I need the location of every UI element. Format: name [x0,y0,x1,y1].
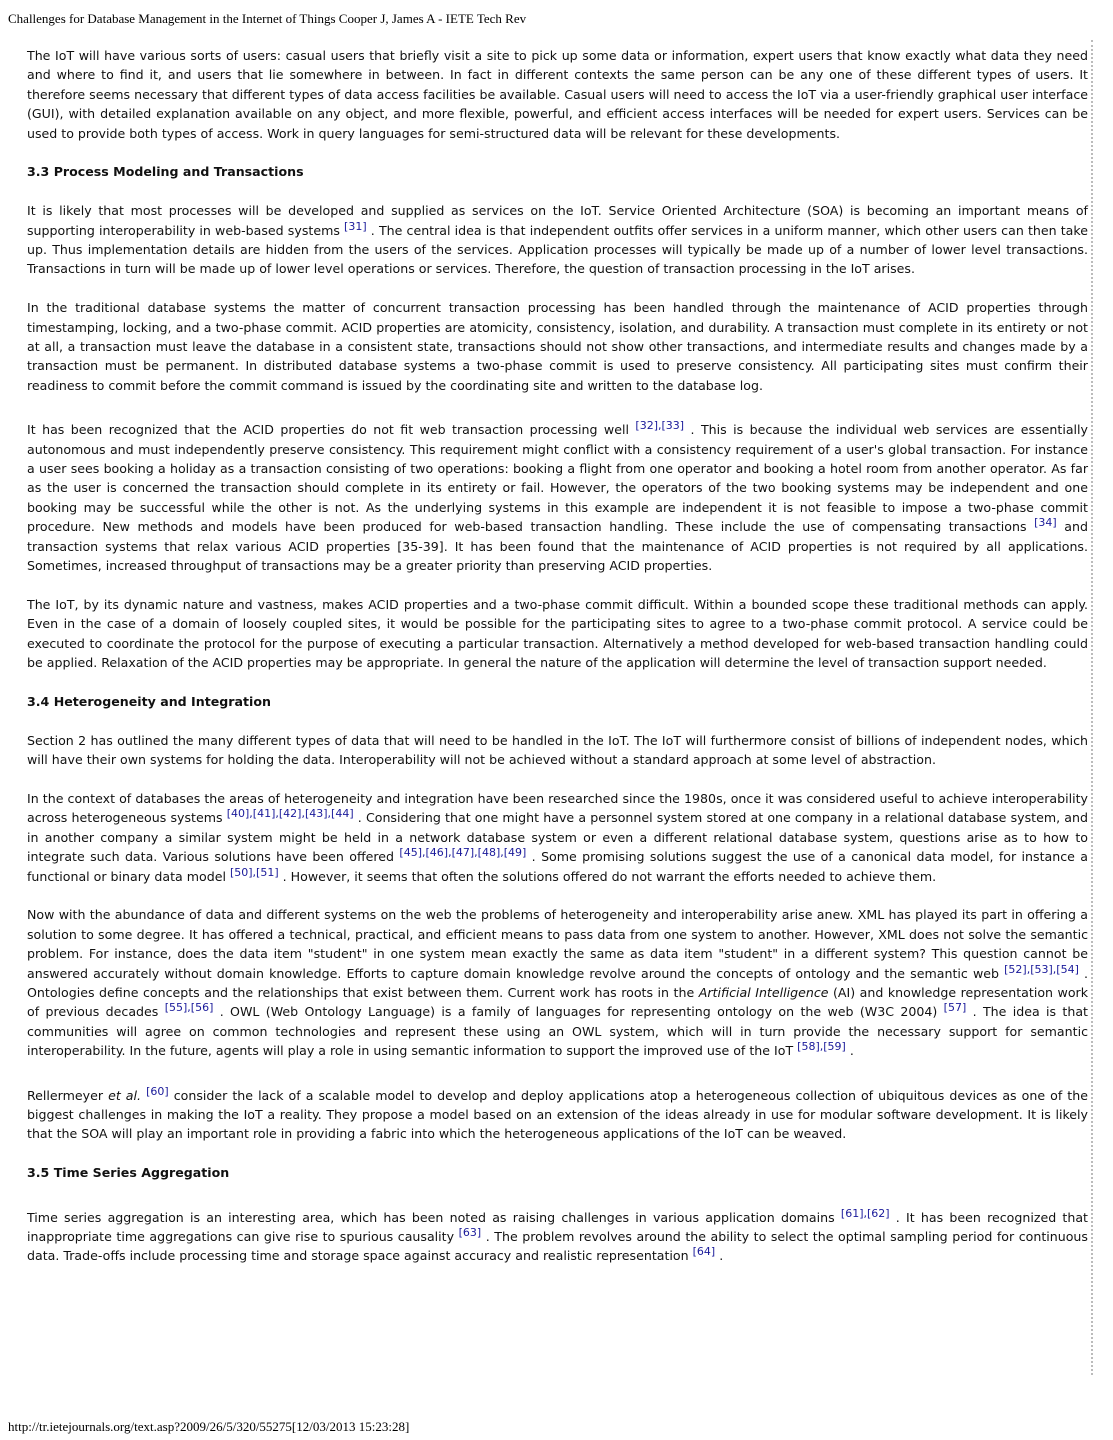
paragraph [27,905,1088,1060]
text-run: . [715,1248,724,1264]
text-run: 3.3 Process Modeling and Transactions [27,164,304,180]
paragraph [27,298,1088,395]
paragraph [27,1086,1088,1144]
text-run: 3.4 Heterogeneity and Integration [27,693,271,709]
text-run: (AI) and knowledge representation work of previous decades [27,984,1088,1020]
citation-link[interactable]: [63] [458,1225,482,1239]
citation-link[interactable]: [40],[41],[42],[43],[44] [226,807,354,821]
text-run: . However, it seems that often the solutions offered do not warrant the efforts needed to achieve them. [278,868,937,884]
citation-link[interactable]: [34] [1034,516,1057,530]
text-run: . OWL (Web Ontology Language) is a family of languages for representing ontology on the web (W3C 2004) [213,1004,944,1020]
paragraph [27,731,1088,770]
text-run: . This is because the individual web services are essentially autonomous and must independently preserve consistency. This requirement might conflict with a consistency requirement of a user's global transaction. For instance a user sees booking a holiday as a transaction consisting of two operations: booking a flight from one operator and booking a hotel room from another operator. As far as the user is concerned the transaction should complete in its entirety or fail. However, the operators of the two booking systems may be independent and one booking may be successful while the other is not. As the underlying systems in this example are independent it is not feasible to impose a two-phase commit procedure. New methods and models have been produced for web-based transaction handling. These include the use of compensating transactions [27,422,1088,535]
page-header-title: Challenges for Database Management in the Internet of Things Cooper J, James A - IETE Tech Rev [8,11,527,26]
text-run: It has been recognized that the ACID properties do not fit web transaction processing well [27,422,636,438]
section-heading [27,162,1088,181]
text-run: . The problem revolves around the ability to select the optimal sampling period for continuous data. Trade-offs include processing time and storage space against accuracy and realistic representation [27,1229,1088,1264]
text-run: It is likely that most processes will be developed and supplied as services on the IoT. Service Oriented Architecture (SOA) is becoming an important means of supporting interoperability in web-based systems [27,203,1088,238]
text-run: consider the lack of a scalable model to develop and deploy applications atop a heterogeneous collection of ubiquitous devices as one of the biggest challenges in making the IoT a reality. They propose a model based on an extension of the ideas already in use for modular software development. It is likely that the SOA will play an important role in providing a fabric into which the heterogeneous applications of the IoT can be weaved. [27,1087,1088,1142]
citation-link[interactable]: [64] [692,1245,716,1259]
text-run: . It has been recognized that inappropriate time aggregations can give rise to spurious causality [27,1209,1088,1245]
citation-link[interactable]: [58],[59] [797,1040,846,1053]
page-edge-divider [1091,40,1093,1375]
citation-link[interactable]: [52],[53],[54] [1004,962,1079,976]
citation-link[interactable]: [32],[33] [635,419,685,433]
text-run: . Considering that one might have a personnel system stored at one company in a relational database system, and in another company a similar system might be held in a network database system or even a different relational database system, questions arise as to how to integrate such data. Various solutions have been offered [27,810,1088,865]
text-run: Section 2 has outlined the many different types of data that will need to be handled in the IoT. The IoT will furthermore consist of billions of independent nodes, which will have their own systems for holding the data. Interoperability will not be achieved without a standard approach at some level of abstraction. [27,732,1088,768]
page-footer-url: http://tr.ietejournals.org/text.asp?2009/26/5/320/55275[12/03/2013 15:23:28] [8,1419,410,1434]
citation-link[interactable]: [45],[46],[47],[48],[49] [399,845,527,859]
citation-link[interactable]: [31] [344,219,367,233]
text-run: Rellermeyer [27,1087,109,1103]
article-body [27,46,1088,1285]
text-run: In the context of databases the areas of heterogeneity and integration have been researched since the 1980s, once it was considered useful to achieve interoperability across heterogeneous systems [27,790,1088,826]
text-run: The IoT, by its dynamic nature and vastness, makes ACID properties and a two-phase commit difficult. Within a bounded scope these traditional methods can apply. Even in the case of a domain of loosely coupled sites, it would be possible for the participating sites to agree to a two-phase commit protocol. A service could be executed to coordinate the protocol for the purpose of executing a particular transaction. Alternatively a method developed for web-based transaction handling could be applied. Relaxation of the ACID properties may be appropriate. In general the nature of the application will determine the level of transaction support needed. [27,596,1088,671]
text-run: 3.5 Time Series Aggregation [27,1165,230,1181]
paragraph [27,420,1088,575]
citation-link[interactable]: [57] [943,1001,967,1015]
italic-text: et al. [108,1087,142,1103]
italic-text: Artificial Intelligence [698,984,829,1000]
section-heading [27,1163,1088,1182]
text-run: . The idea is that communities will agree on common technologies and represent these using an OWL system, which will in turn provide the necessary support for semantic interoperability. In the future, agents will play a role in using semantic information to support the improved use of the IoT [27,1004,1088,1059]
paragraph [27,46,1088,143]
text-run: . Ontologies define concepts and the relationships that exist between them. Current work has roots in the [27,965,1088,1000]
text-run: Now with the abundance of data and different systems on the web the problems of heterogeneity and interoperability arise anew. XML has played its part in offering a solution to some degree. It has offered a technical, practical, and efficient means to pass data from one system to another. However, XML does not solve the semantic problem. For instance, does the data item "student" in one system mean exactly the same as data item "student" in a different system? This question cannot be answered accurately without domain knowledge. Efforts to capture domain knowledge revolve around the concepts of ontology and the semantic web [27,907,1088,981]
text-run: . [845,1043,854,1059]
citation-link[interactable]: [55],[56] [164,1001,214,1015]
text-run: In the traditional database systems the matter of concurrent transaction processing has been handled through the maintenance of ACID properties through timestamping, locking, and a two-phase commit. ACID properties are atomicity, consistency, isolation, and durability. A transaction must complete in its entirety or not at all, a transaction must leave the database in a consistent state, transactions should not show other transactions, and intermediate results and changes made by a transaction must be permanent. In distributed database systems a two-phase commit is used to preserve consistency. All participating sites must confirm their readiness to commit before the commit command is issued by the coordinating site and written to the database log. [27,300,1088,393]
text-run: Time series aggregation is an interesting area, which has been noted as raising challenges in various application domains [27,1209,841,1225]
text-run: The IoT will have various sorts of users: casual users that briefly visit a site to pick up some data or information, expert users that know exactly what data they need and where to find it, and users that lie somewhere in between. In fact in different contexts the same person can be any one of these different types of users. It therefore seems necessary that different types of data access facilities be available. Casual users will need to access the IoT via a user-friendly graphical user interface (GUI), with detailed explanation available on any object, and more flexible, powerful, and efficient access interfaces will be needed for expert users. Services can be used to provide both types of access. Work in query languages for semi-structured data will be relevant for these developments. [27,48,1088,141]
citation-link[interactable]: [50],[51] [229,865,279,879]
section-heading [27,692,1088,711]
paragraph [27,1208,1088,1266]
text-run: . Some promising solutions suggest the use of a canonical data model, for instance a functional or binary data model [27,849,1088,884]
citation-link[interactable]: [61],[62] [840,1206,890,1220]
paragraph [27,201,1088,279]
paragraph [27,595,1088,673]
paragraph [27,789,1088,886]
text-run: . The central idea is that independent outfits offer services in a uniform manner, which other users can then take up. Thus implementation details are hidden from the users of the services. Application processes will typically be made up of a number of lower level transactions. Transactions in turn will be made up of lower level operations or services. Therefore, the question of transaction processing in the IoT arises. [27,222,1088,277]
text-run: and transaction systems that relax various ACID properties [35-39]. It has been found that the maintenance of ACID properties is not required by all applications. Sometimes, increased throughput of transactions may be a greater priority than preserving ACID properties. [27,519,1088,574]
citation-link[interactable]: [60] [146,1084,169,1098]
